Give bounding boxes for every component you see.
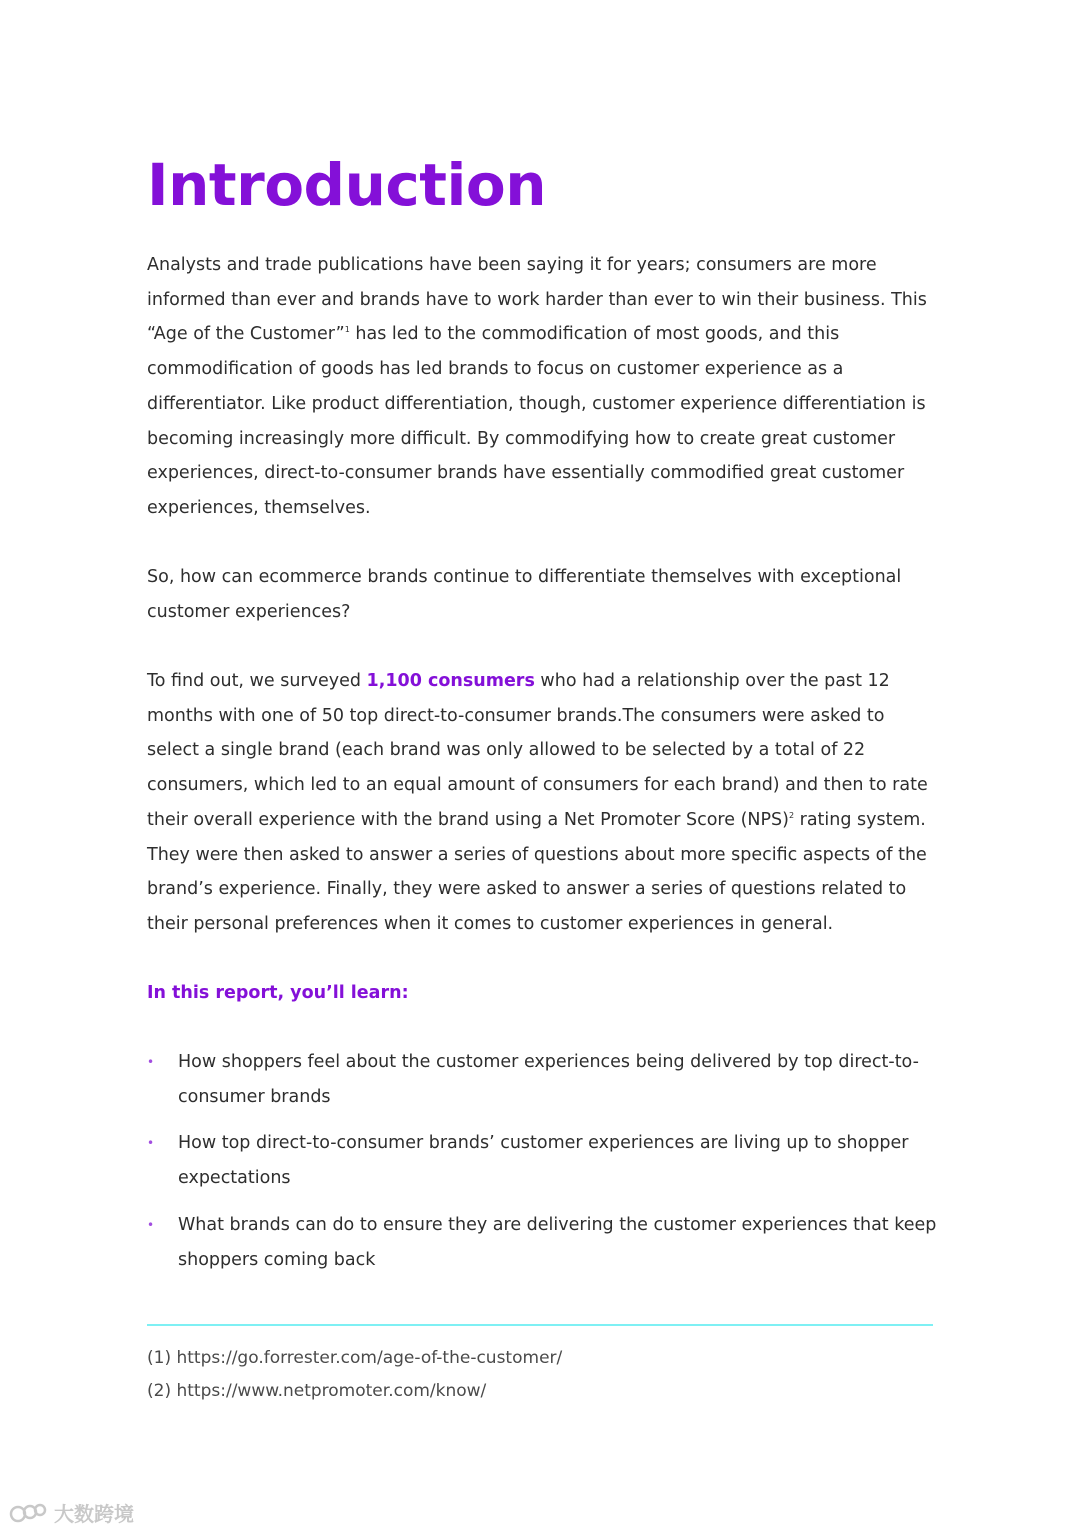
learn-list	[147, 1045, 937, 1289]
list-item	[147, 1208, 937, 1277]
watermark	[8, 1498, 134, 1527]
paragraph-text: rating system. They were then asked to answer a series of questions about more specific aspects of the brand’s experience. Finally, they were asked to answer a series of questions related to their personal preferences when it comes to customer experiences in general.	[147, 809, 927, 934]
footnote-ref-1: 1	[344, 325, 350, 335]
footnote-link-2[interactable]: (2) https://www.netpromoter.com/know/	[147, 1381, 487, 1401]
intro-paragraph-3	[147, 664, 937, 942]
paragraph-text: Analysts and trade publications have been saying it for years; consumers are more informed than ever and brands have to work harder than ever to win their business. This “Age of the Customer”	[147, 255, 927, 345]
footnote-ref-2: 2	[788, 810, 795, 820]
list-item	[147, 1126, 937, 1195]
footnote-link-1[interactable]: (1) https://go.forrester.com/age-of-the-customer/	[147, 1348, 563, 1368]
bullet-icon: •	[147, 1217, 155, 1232]
intro-paragraph-1	[147, 248, 937, 526]
logo-icon	[8, 1501, 48, 1525]
bullet-icon: •	[147, 1136, 155, 1151]
watermark-text: 大数跨境	[54, 1502, 134, 1526]
paragraph-text: To find out, we surveyed	[147, 671, 367, 691]
learn-heading: In this report, you’ll learn:	[147, 983, 409, 1003]
list-item	[147, 1045, 937, 1114]
list-item-text: What brands can do to ensure they are delivering the customer experiences that keep shoppers coming back	[178, 1214, 937, 1270]
list-item-text: How top direct-to-consumer brands’ customer experiences are living up to shopper expectations	[178, 1133, 909, 1189]
paragraph-text: has led to the commodification of most goods, and this commodification of goods has led brands to focus on customer experience as a differentiator. Like product differentiation, though, customer experience differentiation is becoming increasingly more difficult. By commodifying how to create great customer experiences, direct-to-consumer brands have essentially commodified great customer experiences, themselves.	[147, 324, 926, 518]
highlight-consumers: 1,100 consumers	[366, 671, 535, 691]
bullet-icon: •	[147, 1055, 155, 1069]
list-item-text: How shoppers feel about the customer experiences being delivered by top direct-to-consumer brands	[178, 1052, 919, 1107]
paragraph-text: who had a relationship over the past 12 months with one of 50 top direct-to-consumer brands.The consumers were asked to select a single brand (each brand was only allowed to be selected by a total of 22 consumers, which led to an equal amount of consumers for each brand) and then to rate their overall experience with the brand using a Net Promoter Score (NPS)	[147, 671, 928, 830]
page-title: Introduction	[147, 151, 546, 219]
footnotes	[147, 1342, 562, 1408]
intro-paragraph-2: So, how can ecommerce brands continue to differentiate themselves with exceptional customer experiences?	[147, 567, 902, 622]
footnote-divider	[147, 1324, 933, 1326]
